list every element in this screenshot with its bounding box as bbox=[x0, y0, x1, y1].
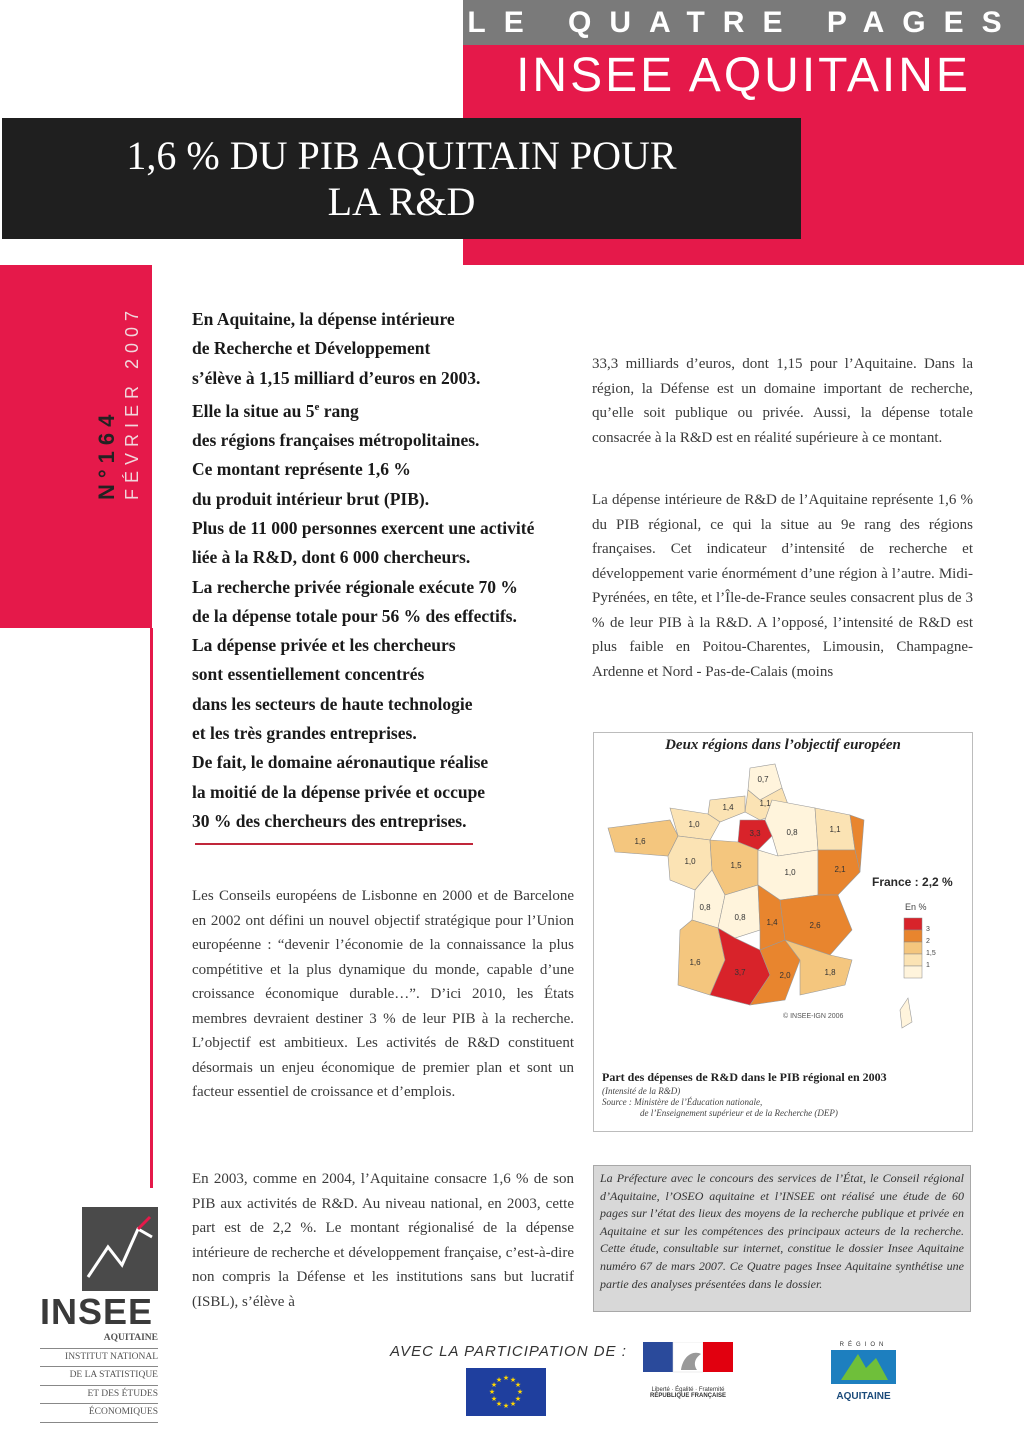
region-value: 3,3 bbox=[749, 829, 761, 838]
region-value: 3,7 bbox=[734, 968, 746, 977]
intro-line: La dépense privée et les chercheurs bbox=[192, 635, 456, 656]
legend-swatch bbox=[904, 966, 922, 978]
map-caption: Part des dépenses de R&D dans le PIB régional en 2003 bbox=[602, 1070, 887, 1084]
region-value: 1,1 bbox=[759, 799, 771, 808]
region-value: 1,4 bbox=[722, 803, 734, 812]
intro-line: sont essentiellement concentrés bbox=[192, 664, 425, 685]
intro-line: Plus de 11 000 personnes exercent une activité bbox=[192, 517, 535, 538]
page-title bbox=[2, 118, 801, 239]
region-value: 2,1 bbox=[834, 865, 846, 874]
intro-line: La recherche privée régionale exécute 70 % bbox=[192, 576, 518, 597]
intro-line: de Recherche et Développement bbox=[192, 338, 431, 359]
svg-text:★: ★ bbox=[514, 1381, 522, 1389]
intro-line: de la dépense totale pour 56 % des effectifs. bbox=[192, 605, 517, 626]
body-paragraph: Les Conseils européens de Lisbonne en 2000 et de Barcelone en 2002 ont défini un nouvel objectif stratégique pour l’Union européenne : “devenir l’économie de la connaissance la plus compétitive et la plus dynamique du monde, capable d’une croissance économique durable…”. D’ici 2010, les États membres devraient destiner 3 % de leur PIB à la recherche. L’objectif est ambitieux. Les activités de R&D constituent désormais un enjeu économique de premier plan et sont un facteur essentiel de croissance et d’emplois. bbox=[192, 888, 574, 1100]
legend-swatch bbox=[904, 918, 922, 930]
issue-number: N°164 bbox=[94, 408, 119, 500]
legend-swatch bbox=[904, 930, 922, 942]
svg-text:★: ★ bbox=[509, 1400, 517, 1408]
region-value: 1,4 bbox=[766, 918, 778, 927]
intro-line: des régions françaises métropolitaines. bbox=[192, 430, 480, 451]
region-value: 1,0 bbox=[688, 820, 700, 829]
body-paragraph: 33,3 milliards d’euros, dont 1,15 pour l’Aquitaine. Dans la région, la Défense est un domaine important de recherche, qu’elle soit publique ou privée. Aussi, la dépense totale consacrée à la R&D est en réalité supérieure à ce montant. bbox=[592, 356, 973, 446]
body-paragraph: La dépense intérieure de R&D de l’Aquitaine représente 1,6 % du PIB régional, ce qui la situe au 9e rang des régions françaises. Cet indicateur d’intensité de recherche et développement varie énormément d’une région à l’autre. Midi-Pyrénées, en tête, et l’Île-de-France seules consacrent plus de 3 % de leur PIB à la R&D. A l’opposé, l’intensité de R&D est plus faible en Poitou-Charentes, Limousin, Champagne-Ardenne et Nord - Pas-de-Calais (moins bbox=[592, 492, 973, 680]
svg-text:★: ★ bbox=[502, 1374, 510, 1382]
region-aquitaine-logo: RÉGION AQUITAINE bbox=[826, 1342, 901, 1417]
legend-swatch bbox=[904, 942, 922, 954]
issue-info bbox=[94, 270, 154, 500]
republique-francaise-logo: Liberté · Égalité · Fraternité RÉPUBLIQUE FRANÇAISE bbox=[643, 1342, 733, 1417]
region-value: 1,0 bbox=[784, 868, 796, 877]
region-value: 1,6 bbox=[634, 837, 646, 846]
intro-line: En Aquitaine, la dépense intérieure bbox=[192, 309, 455, 329]
france-regions-map bbox=[600, 760, 960, 1030]
region-value: 1,5 bbox=[730, 861, 742, 870]
svg-text:★: ★ bbox=[490, 1395, 498, 1403]
svg-text:★: ★ bbox=[514, 1395, 522, 1403]
intro-line: De fait, le domaine aéronautique réalise bbox=[192, 752, 489, 773]
intro-line: s’élève à 1,15 milliard d’euros en 2003. bbox=[192, 367, 481, 388]
intro-line: 30 % des chercheurs des entreprises. bbox=[192, 810, 467, 831]
legend-label: 2 bbox=[926, 938, 930, 945]
intro-line: liée à la R&D, dont 6 000 chercheurs. bbox=[192, 547, 471, 568]
svg-text:★: ★ bbox=[509, 1376, 517, 1384]
intro-summary bbox=[192, 305, 577, 836]
insee-wordmark: INSEE bbox=[40, 1291, 154, 1332]
vertical-divider bbox=[150, 628, 153, 1188]
intro-line: et les très grandes entreprises. bbox=[192, 722, 417, 743]
region-value: 2,0 bbox=[779, 971, 791, 980]
participation-label: AVEC LA PARTICIPATION DE : bbox=[390, 1343, 627, 1360]
intro-line: du produit intérieur brut (PIB). bbox=[192, 488, 430, 509]
svg-text:★: ★ bbox=[495, 1376, 503, 1384]
svg-text:★: ★ bbox=[516, 1388, 524, 1396]
svg-text:★: ★ bbox=[490, 1381, 498, 1389]
region-value: 1,0 bbox=[684, 857, 696, 866]
svg-text:★: ★ bbox=[495, 1400, 503, 1408]
map-title: Deux régions dans l’objectif européen bbox=[665, 737, 901, 753]
intro-line: Elle la situe au 5e rang bbox=[192, 400, 359, 421]
region-value: 1,1 bbox=[829, 825, 841, 834]
map-region-corse bbox=[900, 998, 912, 1028]
legend-label: 1 bbox=[926, 962, 930, 969]
eu-flag-icon bbox=[466, 1368, 546, 1416]
map-national-value: France : 2,2 % bbox=[872, 875, 953, 889]
marianne-icon bbox=[643, 1342, 733, 1382]
svg-text:★: ★ bbox=[502, 1402, 510, 1410]
region-value: 1,6 bbox=[689, 958, 701, 967]
region-value: 0,7 bbox=[757, 775, 769, 784]
region-value: 0,8 bbox=[734, 913, 746, 922]
legend-label: 3 bbox=[926, 926, 930, 933]
region-value: 2,6 bbox=[809, 921, 821, 930]
intro-line: dans les secteurs de haute technologie bbox=[192, 693, 473, 714]
insee-subtitle: AQUITAINE INSTITUT NATIONAL DE LA STATISTIQUE ET DES ÉTUDES ÉCONOMIQUES bbox=[40, 1330, 158, 1423]
insee-logo-icon bbox=[82, 1207, 158, 1291]
study-note-box: La Préfecture avec le concours des services de l’État, le Conseil régional d’Aquitaine, l’OSEO aquitaine et l’INSEE ont réalisé une étude de 60 pages sur l’état des lieux des moyens de la recherche publique et privée en Aquitaine et sur les compétences des principaux acteurs de la recherche. Cette étude, consultable sur internet, constitue le dossier Insee Aquitaine numéro 67 de mars 2007. Ce Quatre pages Insee Aquitaine synthétise une partie des analyses présentées dans le dossier. bbox=[593, 1165, 971, 1312]
intro-line: la moitié de la dépense privée et occupe bbox=[192, 781, 486, 802]
title-line-2: LA R&D bbox=[327, 179, 476, 224]
map-source: (Intensité de la R&D) Source : Ministère de l’Éducation nationale, de l’Enseignement supérieur et de la Recherche (DEP) bbox=[602, 1086, 838, 1118]
section-separator bbox=[195, 843, 473, 845]
body-paragraph: En 2003, comme en 2004, l’Aquitaine consacre 1,6 % de son PIB aux activités de R&D. Au niveau national, en 2003, cette part est de 2,2 %. Le montant régionalisé de la dépense intérieure de recherche et développement française, c’est-à-dire non compris la Défense et les institutions sans but lucratif (ISBL), s’élève à bbox=[192, 1171, 574, 1310]
svg-text:★: ★ bbox=[488, 1388, 496, 1396]
region-value: 0,8 bbox=[786, 828, 798, 837]
map-legend-unit: En % bbox=[905, 902, 927, 912]
publisher-title: INSEE AQUITAINE bbox=[516, 49, 971, 102]
series-title: LE QUATRE PAGES bbox=[463, 0, 1024, 45]
issue-date: FÉVRIER 2007 bbox=[122, 304, 142, 500]
legend-swatch bbox=[904, 954, 922, 966]
intro-line: Ce montant représente 1,6 % bbox=[192, 459, 411, 480]
legend-label: 1,5 bbox=[926, 950, 936, 957]
aquitaine-emblem-icon bbox=[826, 1348, 901, 1386]
title-line-1: 1,6 % DU PIB AQUITAIN POUR bbox=[126, 133, 677, 178]
region-value: 1,8 bbox=[824, 968, 836, 977]
map-copyright: © INSEE-IGN 2006 bbox=[783, 1013, 844, 1020]
region-value: 0,8 bbox=[699, 903, 711, 912]
